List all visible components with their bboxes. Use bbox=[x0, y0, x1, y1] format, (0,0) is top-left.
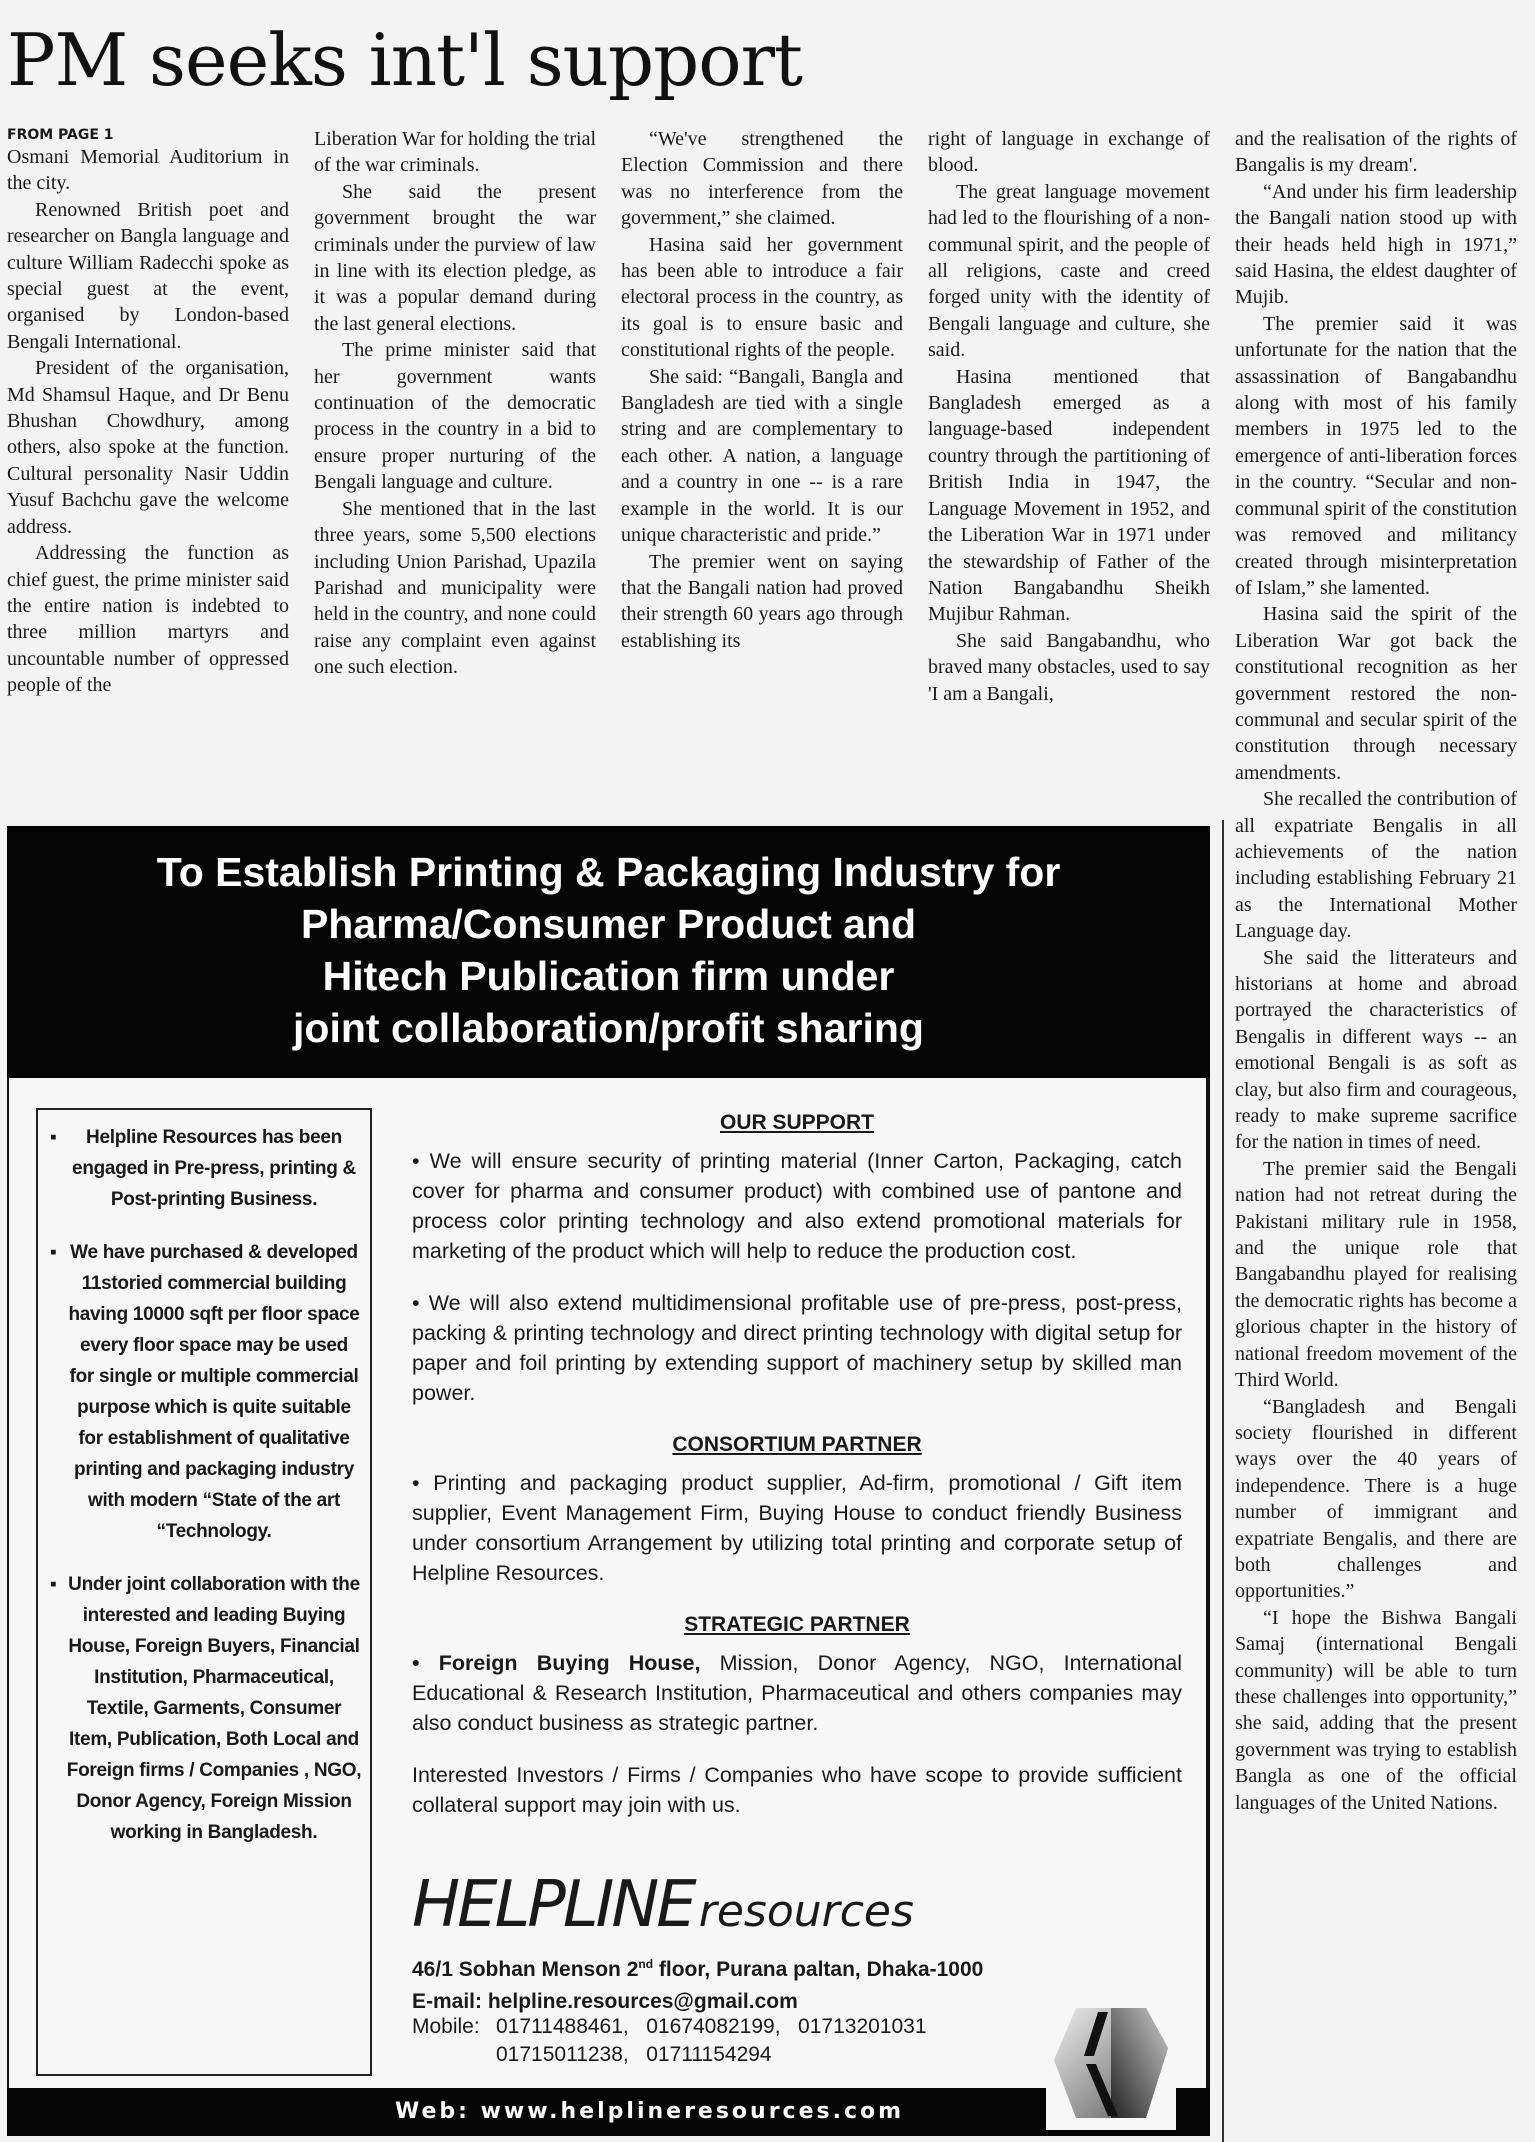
ad-headline-line: joint collaboration/profit sharing bbox=[293, 1005, 924, 1051]
strategic-heading: STRATEGIC PARTNER bbox=[684, 1613, 910, 1636]
ad-headline-line: Pharma/Consumer Product and bbox=[300, 901, 917, 947]
article-paragraph: President of the organisation, Md Shamsul Haque, and Dr Benu Bhushan Chowdhury, among others, also spoke at the function. Cultural personality Nasir Uddin Yusuf Bachchu gave the welcome address. bbox=[7, 357, 289, 538]
article-paragraph: “I hope the Bishwa Bangali Samaj (international Bengali community) will be able to turn these challenges into opportunity,” she said, adding that the present government was trying to establish Bangla as one of the official languages of the United Nations. bbox=[1235, 1606, 1517, 1814]
ad-bullet-text: Under joint collaboration with the interested and leading Buying House, Foreign Buyers, Financial Institution, Pharmaceutical, Textile, Garments, Consumer Item, Publication, Both Local and Foreign firms / Companies , NGO, Donor Agency, Foreign Mission working in Bangladesh. bbox=[66, 1574, 362, 1843]
ad-bullet-item bbox=[46, 1569, 362, 1848]
article-paragraph: Hasina mentioned that Bangladesh emerged as a language-based independent country through the partitioning of British India in 1947, the Language Movement in 1952, and the Liberation War in 1971 under the stewardship of Father of the Nation Bangabandhu Sheikh Mujibur Rahman. bbox=[928, 365, 1210, 626]
article-paragraph: Osmani Memorial Auditorium in the city. bbox=[7, 146, 289, 195]
ad-left-bullet-box bbox=[36, 1108, 372, 2076]
ad-bullet-item bbox=[46, 1122, 362, 1215]
email-line[interactable]: E-mail: helpline.resources@gmail.com bbox=[412, 1990, 798, 2013]
article-headline: PM seeks int'l support bbox=[7, 18, 802, 102]
ad-headline-line: Hitech Publication firm under bbox=[322, 953, 895, 999]
bullet-icon: ▪ bbox=[50, 1242, 57, 1263]
from-page-kicker: FROM PAGE 1 bbox=[7, 127, 114, 143]
brand-big: HELPLINE bbox=[412, 1868, 694, 1942]
article-paragraph: The premier said it was unfortunate for the nation that the assassination of Bangabandhu along with most of his family members in 1975 led to the emergence of anti-liberation forces in the country. “Secular and non-communal spirit of the constitution was removed and militancy created through misinterpretation of Islam,” she lamented. bbox=[1235, 312, 1517, 599]
article-paragraph: She recalled the contribution of all expatriate Bengalis in all achievements of the nation including establishing February 21 as the International Mother Language day. bbox=[1235, 788, 1517, 943]
article-column-2 bbox=[314, 126, 596, 681]
article-paragraph: She said the litterateurs and historians at home and abroad portrayed the characteristics of Bengalis in different ways -- an emotional Bengali is as soft as clay, but also firm and courageous, ready to make supreme sacrifice for the nation in times of need. bbox=[1235, 946, 1517, 1154]
article-paragraph: “We've strengthened the Election Commission and there was no interference from the government,” she claimed. bbox=[621, 128, 903, 230]
ad-bullet-item bbox=[46, 1237, 362, 1547]
mobile-line-1: 01711488461, 01674082199, 01713201031 bbox=[496, 2015, 927, 2038]
address-post: floor, Purana paltan, Dhaka-1000 bbox=[653, 1958, 984, 1981]
article-column-1 bbox=[7, 126, 289, 699]
address-pre: 46/1 Sobhan Menson 2 bbox=[412, 1958, 639, 1981]
ad-headline bbox=[7, 826, 1210, 1078]
article-paragraph: She said Bangabandhu, who braved many obstacles, used to say 'I am a Bangali, bbox=[928, 629, 1210, 705]
ad-right-content bbox=[412, 1108, 1182, 1842]
article-paragraph: “And under his firm leadership the Bangali nation stood up with their heads held high in 1971,” said Hasina, the eldest daughter of Mujib. bbox=[1235, 180, 1517, 309]
mobile-label: Mobile: bbox=[412, 2015, 480, 2038]
bullet-icon: ▪ bbox=[50, 1127, 57, 1148]
ad-footer-web[interactable]: Web: www.helplineresources.com bbox=[7, 2088, 1210, 2136]
article-column-3 bbox=[621, 126, 903, 654]
article-paragraph: Renowned British poet and researcher on Bangla language and culture William Radecchi spoke as special guest at the event, organised by London-based Bengali International. bbox=[7, 198, 289, 353]
strategic-lead: • Foreign Buying House, bbox=[412, 1651, 701, 1675]
brand-wordmark bbox=[412, 1868, 914, 1942]
helpline-cube-logo-icon bbox=[1046, 2000, 1176, 2130]
advertisement-body bbox=[7, 1078, 1210, 2088]
mobile-numbers bbox=[412, 2013, 927, 2069]
article-paragraph: Hasina said the spirit of the Liberation War got back the constitutional recognition as her government restored the non-communal and secular spirit of the constitution through necessary amendments. bbox=[1235, 603, 1517, 784]
article-paragraph: Liberation War for holding the trial of the war criminals. bbox=[314, 128, 596, 177]
article-paragraph: The premier went on saying that the Bangali nation had proved their strength 60 years ago through establishing its bbox=[621, 550, 903, 652]
article-paragraph: and the realisation of the rights of Bangalis is my dream'. bbox=[1235, 128, 1517, 177]
article-paragraph: Hasina said her government has been able to introduce a fair electoral process in the country, as its goal is to ensure basic and constitutional rights of the people. bbox=[621, 233, 903, 362]
address-line bbox=[412, 1948, 983, 1986]
article-paragraph: Addressing the function as chief guest, the prime minister said the entire nation is indebted to three million martyrs and uncountable number of oppressed people of the bbox=[7, 542, 289, 697]
bullet-icon: ▪ bbox=[50, 1574, 57, 1595]
article-paragraph: right of language in exchange of blood. bbox=[928, 128, 1210, 177]
ad-bullet-text: Helpline Resources has been engaged in Pre-press, printing & Post-printing Business. bbox=[72, 1127, 356, 1210]
consortium-text: • Printing and packaging product supplier, Ad-firm, promotional / Gift item supplier, Event Management Firm, Buying House to conduct friendly Business under consortium Arrangement by utilizing total printing and corporate setup of Helpline Resources. bbox=[412, 1471, 1182, 1585]
address-sup: nd bbox=[638, 1957, 654, 1971]
article-paragraph: She mentioned that in the last three years, some 5,500 elections including Union Parishad, Upazila Parishad and municipality were held in the country, and none could raise any complaint even against one such election. bbox=[314, 497, 596, 679]
article-paragraph: The great language movement had led to the flourishing of a non-communal spirit, and the people of all religions, caste and creed forged unity with the identity of Bengali language and culture, she said. bbox=[928, 180, 1210, 362]
article-column-5 bbox=[1235, 126, 1517, 1816]
article-column-4 bbox=[928, 126, 1210, 707]
invite-text: Interested Investors / Firms / Companies who have scope to provide sufficient collateral support may join with us. bbox=[412, 1763, 1182, 1817]
contact-address bbox=[412, 1948, 983, 2018]
strategic-rest: Mission, Donor Agency, NGO, International Educational & Research Institution, Pharmaceutical and others companies may also conduct business as strategic partner. bbox=[412, 1651, 1182, 1735]
ad-bullet-text: We have purchased & developed 11storied commercial building having 10000 sqft per floor space every floor space may be used for single or multiple commercial purpose which is quite suitable for establishment of qualitative printing and packaging industry with modern “State of the art “Technology. bbox=[68, 1242, 360, 1542]
ad-headline-line: To Establish Printing & Packaging Industry for bbox=[156, 849, 1061, 895]
our-support-item: • We will also extend multidimensional profitable use of pre-press, post-press, packing & printing technology and direct printing technology with digital setup for paper and foil printing by extending support of machinery setup by skilled man power. bbox=[412, 1291, 1182, 1405]
our-support-item: • We will ensure security of printing material (Inner Carton, Packaging, catch cover for pharma and consumer product) with combined use of pantone and process color printing technology and also extend promotional materials for marketing of the product which will help to reduce the production cost. bbox=[412, 1149, 1182, 1263]
mobile-line-2: 01715011238, 01711154294 bbox=[496, 2043, 772, 2066]
brand-small: resources bbox=[698, 1886, 914, 1937]
article-paragraph: “Bangladesh and Bengali society flourished in different ways over the 40 years of independence. There is a huge number of immigrant and expatriate Bengalis, and there are both challenges and opportunities.” bbox=[1235, 1395, 1517, 1603]
consortium-heading: CONSORTIUM PARTNER bbox=[672, 1433, 922, 1456]
our-support-heading: OUR SUPPORT bbox=[719, 1111, 874, 1134]
article-paragraph: She said the present government brought the war criminals under the purview of law in line with its election pledge, as it was a popular demand during the last general elections. bbox=[314, 180, 596, 335]
article-paragraph: The prime minister said that her government wants continuation of the democratic process in the country in a bid to ensure proper nurturing of the Bengali language and culture. bbox=[314, 339, 596, 494]
article-paragraph: She said: “Bangali, Bangla and Bangladesh are tied with a single string and are complementary to each other. A nation, a language and a country in one -- is a rare example in the world. It is our unique characteristic and pride.” bbox=[621, 365, 903, 547]
article-paragraph: The premier said the Bengali nation had not retreat during the Pakistani military rule in 1958, and the unique role that Bangabandhu played for realising the democratic rights has become a glorious chapter in the history of national freedom movement of the Third World. bbox=[1235, 1157, 1517, 1392]
strategic-text bbox=[412, 1648, 1182, 1738]
column-divider bbox=[1222, 820, 1224, 2142]
